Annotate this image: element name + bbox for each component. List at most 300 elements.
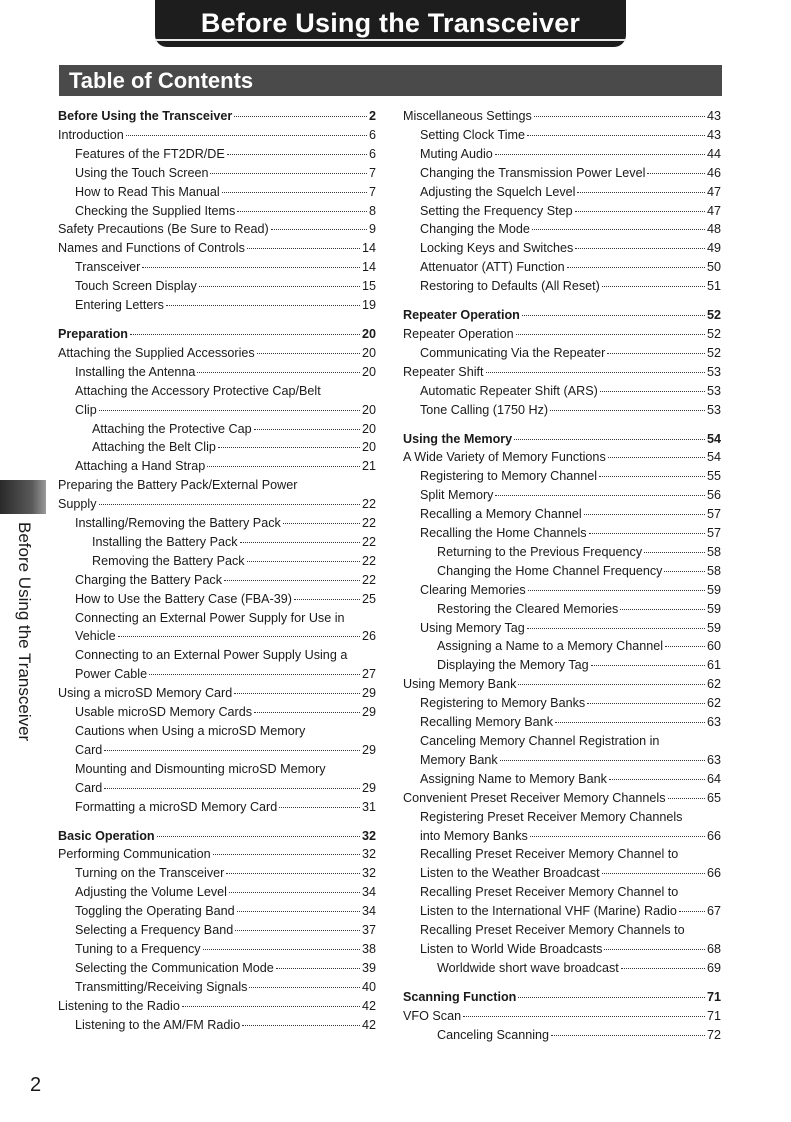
toc-entry-page: 34 [361,885,376,900]
toc-entry[interactable] [403,713,721,732]
toc-entry[interactable] [403,277,721,296]
dot-leader [247,248,360,249]
toc-entry[interactable] [58,533,376,552]
toc-entry[interactable] [58,457,376,476]
toc-entry-page: 61 [706,658,721,673]
dot-leader [227,154,367,155]
toc-entry-line1[interactable]: Preparing the Battery Pack/External Power [58,478,298,493]
toc-entry-page: 29 [361,686,376,701]
toc-entry-label: Canceling Scanning [437,1027,550,1042]
dot-leader [142,267,360,268]
dot-leader [530,836,705,837]
dot-leader [294,599,360,600]
toc-entry-page: 72 [706,1027,721,1042]
toc-entry-label: Installing the Battery Pack [92,534,238,549]
toc-entry-label: Names and Functions of Controls [58,241,245,256]
toc-entry-label: A Wide Variety of Memory Functions [403,450,606,465]
toc-entry[interactable] [403,675,721,694]
dot-leader [237,211,367,212]
toc-entry-line1[interactable]: Canceling Memory Channel Registration in [420,734,660,748]
dot-leader [575,248,705,249]
toc-entry-label: Preparation [58,326,128,341]
toc-entry-label: Clip [75,402,97,417]
toc-entry[interactable] [403,467,721,486]
dot-leader [203,949,360,950]
dot-leader [589,533,705,534]
toc-entry-label: Worldwide short wave broadcast [437,960,619,975]
toc-entry-label: Listen to World Wide Broadcasts [420,941,603,956]
dot-leader [668,798,705,799]
toc-entry-line1[interactable]: Recalling Preset Receiver Memory Channels to [420,923,685,938]
toc-entry[interactable] [58,798,376,817]
toc-entry-page: 19 [361,298,376,313]
dot-leader [249,987,360,988]
toc-entry-page: 48 [706,222,721,237]
dot-leader [665,646,705,647]
toc-entry[interactable] [403,239,721,258]
toc-entry[interactable] [58,590,376,609]
dot-leader [620,609,705,610]
toc-entry-page: 59 [706,601,721,616]
toc-entry-page: 42 [361,998,376,1013]
toc-entry-page: 68 [706,941,721,956]
toc-entry[interactable] [403,581,721,600]
toc-entry-page: 69 [706,960,721,975]
toc-section-entry[interactable] [58,827,376,846]
toc-entry-label: Convenient Preset Receiver Memory Channels [403,790,666,805]
toc-entry-page: 20 [361,345,376,360]
toc-entry-page: 55 [706,469,721,484]
toc-entry-label: Vehicle [75,629,116,644]
toc-entry[interactable] [403,637,721,656]
toc-entry-label: Introduction [58,127,124,142]
toc-entry-label: Recalling a Memory Channel [420,507,582,522]
dot-leader [550,410,705,411]
dot-leader [237,911,360,912]
dot-leader [229,892,360,893]
toc-entry[interactable] [403,164,721,183]
toc-entry-page: 29 [361,742,376,757]
toc-entry-page: 39 [361,960,376,975]
toc-entry-label: Setting Clock Time [420,127,525,142]
toc-entry-page: 66 [706,866,721,881]
toc-entry-page: 6 [368,146,376,161]
toc-entry-page: 22 [361,553,376,568]
dot-leader [235,930,360,931]
toc-entry[interactable] [58,401,376,420]
toc-entry[interactable] [58,684,376,703]
toc-entry-label: Memory Bank [420,752,498,767]
dot-leader [575,211,705,212]
dot-leader [577,192,705,193]
dot-leader [584,514,705,515]
toc-entry-label: Communicating Via the Repeater [420,345,606,360]
toc-entry-page: 57 [706,526,721,541]
toc-entry-page: 63 [706,715,721,730]
toc-entry[interactable] [58,940,376,959]
toc-entry-label: Tone Calling (1750 Hz) [420,402,549,417]
toc-entry-page: 31 [361,799,376,814]
toc-entry-label: Using the Memory [403,431,513,446]
toc-entry[interactable] [403,827,721,846]
toc-entry[interactable] [58,741,376,760]
toc-entry-label: Restoring the Cleared Memories [437,601,619,616]
toc-entry-label: Attaching a Hand Strap [75,459,206,474]
toc-entry-page: 20 [361,326,376,341]
toc-entry-page: 53 [706,364,721,379]
toc-entry[interactable] [58,845,376,864]
dot-leader [567,267,705,268]
toc-entry[interactable] [403,344,721,363]
toc-entry-page: 20 [361,421,376,436]
toc-entry-page: 43 [706,127,721,142]
toc-entry[interactable] [58,997,376,1016]
toc-entry[interactable] [403,107,721,126]
toc-entry-page: 9 [368,222,376,237]
toc-entry-page: 27 [361,667,376,682]
dot-leader [463,1016,705,1017]
toc-entry-page: 67 [706,904,721,919]
toc-entry[interactable] [403,145,721,164]
toc-entry-page: 7 [368,184,376,199]
toc-entry-label: Installing/Removing the Battery Pack [75,516,281,531]
toc-entry[interactable] [58,959,376,978]
toc-entry-page: 46 [706,165,721,180]
toc-section-entry[interactable] [58,325,376,344]
dot-leader [587,703,705,704]
dot-leader [518,997,705,998]
toc-entry-label: Repeater Operation [403,326,514,341]
toc-entry-page: 26 [361,629,376,644]
dot-leader [283,523,360,524]
chapter-side-tab [0,480,46,514]
toc-entry[interactable] [58,883,376,902]
toc-entry-label: Clearing Memories [420,582,526,597]
toc-entry-page: 52 [706,345,721,360]
toc-entry-page: 22 [361,516,376,531]
toc-entry-page: 20 [361,364,376,379]
toc-entry-page: 22 [361,497,376,512]
toc-entry-label: Attenuator (ATT) Function [420,260,565,275]
toc-entry-label: Assigning Name to Memory Bank [420,771,607,786]
toc-section-entry[interactable] [403,430,721,449]
toc-entry-page: 14 [361,260,376,275]
toc-entry[interactable] [58,902,376,921]
toc-entry[interactable] [403,448,721,467]
toc-entry-label: How to Use the Battery Case (FBA-39) [75,591,292,606]
toc-entry-line1[interactable]: Connecting an External Power Supply for Use in [75,610,345,625]
toc-entry-page: 21 [361,459,376,474]
toc-entry[interactable] [58,779,376,798]
toc-entry-label: Installing the Antenna [75,364,196,379]
toc-title: Table of Contents [69,67,254,93]
toc-entry-label: Formatting a microSD Memory Card [75,799,278,814]
toc-entry[interactable] [58,552,376,571]
toc-entry-label: Assigning a Name to a Memory Channel [437,639,664,654]
toc-entry-page: 53 [706,383,721,398]
toc-entry-label: Performing Communication [58,847,211,862]
toc-entry[interactable] [403,505,721,524]
toc-entry[interactable] [58,145,376,164]
dot-leader [254,712,360,713]
toc-entry-label: Safety Precautions (Be Sure to Read) [58,222,269,237]
toc-entry-label: Attaching the Protective Cap [92,421,252,436]
toc-entry-label: Muting Audio [420,146,493,161]
toc-entry-label: Automatic Repeater Shift (ARS) [420,383,598,398]
toc-entry-label: Returning to the Previous Frequency [437,544,643,559]
toc-entry[interactable] [58,978,376,997]
toc-entry-page: 63 [706,752,721,767]
toc-entry[interactable] [403,401,721,420]
toc-entry-page: 58 [706,544,721,559]
toc-entry-label: Adjusting the Squelch Level [420,184,576,199]
toc-entry-line1[interactable]: Cautions when Using a microSD Memory [75,724,306,738]
toc-entry[interactable] [58,1016,376,1035]
toc-entry-label: Selecting the Communication Mode [75,960,274,975]
toc-entry-label: Tuning to a Frequency [75,941,201,956]
toc-entry-label: Changing the Mode [420,222,530,237]
dot-leader [166,305,360,306]
toc-entry-page: 59 [706,620,721,635]
dot-leader [213,854,360,855]
toc-entry-line1[interactable]: Registering Preset Receiver Memory Channels [420,809,683,824]
dot-leader [254,429,360,430]
toc-entry[interactable] [58,296,376,315]
toc-entry[interactable] [58,126,376,145]
toc-entry-page: 64 [706,771,721,786]
dot-leader [99,504,360,505]
toc-entry-page: 32 [361,866,376,881]
toc-entry-label: Checking the Supplied Items [75,203,236,218]
toc-entry-label: VFO Scan [403,1008,462,1023]
toc-entry-page: 43 [706,109,721,123]
toc-section-entry[interactable] [403,306,721,325]
dot-leader [551,1035,705,1036]
toc-section-entry[interactable] [58,107,376,126]
toc-entry-label: Repeater Shift [403,364,484,379]
dot-leader [207,466,360,467]
toc-entry[interactable] [58,220,376,239]
toc-entry-label: How to Read This Manual [75,184,220,199]
toc-entry-page: 54 [706,431,721,446]
dot-leader [257,353,360,354]
toc-entry-line1[interactable]: Recalling Preset Receiver Memory Channel to [420,847,679,862]
toc-entry-page: 38 [361,941,376,956]
toc-entry-label: Turning on the Transceiver [75,866,225,881]
dot-leader [604,949,705,950]
chapter-banner [155,0,626,47]
toc-entry[interactable] [58,202,376,221]
toc-entry-label: Listening to the Radio [58,998,180,1013]
toc-entry[interactable] [403,751,721,770]
toc-entry-label: Listen to the Weather Broadcast [420,866,600,881]
toc-entry[interactable] [403,363,721,382]
dot-leader [199,286,360,287]
dot-leader [242,1025,360,1026]
toc-entry-page: 29 [361,780,376,795]
toc-entry-page: 15 [361,279,376,294]
toc-entry-label: Setting the Frequency Step [420,203,573,218]
toc-entry-page: 59 [706,582,721,597]
toc-entry[interactable] [403,940,721,959]
toc-entry[interactable] [403,694,721,713]
dot-leader [608,457,705,458]
toc-entry[interactable] [403,619,721,638]
dot-leader [495,495,705,496]
dot-leader [621,968,705,969]
dot-leader [218,447,360,448]
toc-entry[interactable] [403,382,721,401]
toc-entry-page: 32 [361,828,376,843]
dot-leader [104,788,360,789]
toc-entry[interactable] [58,420,376,439]
dot-leader [602,873,705,874]
toc-entry-label: Touch Screen Display [75,279,197,294]
toc-entry[interactable] [58,363,376,382]
toc-entry-page: 58 [706,563,721,578]
toc-entry[interactable] [58,514,376,533]
toc-entry-page: 22 [361,534,376,549]
toc-entry[interactable] [403,902,721,921]
toc-entry[interactable] [403,1007,721,1026]
toc-entry-label: Recalling the Home Channels [420,526,587,541]
toc-entry[interactable] [403,562,721,581]
toc-entry-line1[interactable]: Attaching the Accessory Protective Cap/Belt [75,383,321,398]
toc-entry[interactable] [403,789,721,808]
dot-leader [130,334,360,335]
toc-entry[interactable] [58,344,376,363]
toc-entry-label: Basic Operation [58,828,155,843]
toc-entry-page: 37 [361,923,376,938]
toc-entry-label: Power Cable [75,667,148,682]
toc-entry[interactable] [403,202,721,221]
toc-entry-label: Attaching the Belt Clip [92,440,216,455]
toc-entry-label: Before Using the Transceiver [58,109,233,123]
toc-entry-label: Registering to Memory Channel [420,469,598,484]
toc-entry-label: Miscellaneous Settings [403,109,532,123]
toc-entry[interactable] [403,543,721,562]
toc-entry-page: 40 [361,979,376,994]
dot-leader [514,439,705,440]
toc-entry[interactable] [58,277,376,296]
toc-entry-page: 54 [706,450,721,465]
dot-leader [240,542,360,543]
dot-leader [222,192,367,193]
toc-entry-label: Changing the Home Channel Frequency [437,563,663,578]
toc-entry-page: 22 [361,572,376,587]
dot-leader [247,561,360,562]
toc-entry-label: Transceiver [75,260,141,275]
toc-entry[interactable] [403,220,721,239]
toc-entry[interactable] [58,864,376,883]
toc-entry-page: 14 [361,241,376,256]
toc-entry[interactable] [58,703,376,722]
toc-entry-label: Toggling the Operating Band [75,904,235,919]
toc-entry[interactable] [403,600,721,619]
toc-entry[interactable] [58,921,376,940]
dot-leader [234,693,360,694]
toc-entry[interactable] [403,258,721,277]
dot-leader [226,873,360,874]
toc-entry-label: Locking Keys and Switches [420,241,574,256]
dot-leader [224,580,360,581]
dot-leader [99,410,360,411]
toc-entry-page: 52 [706,308,721,323]
dot-leader [644,552,705,553]
dot-leader [276,968,360,969]
toc-entry-page: 71 [706,1008,721,1023]
toc-entry[interactable] [403,1026,721,1045]
dot-leader [527,628,705,629]
toc-entry-label: Entering Letters [75,298,164,313]
toc-entry-label: Restoring to Defaults (All Reset) [420,279,600,294]
toc-entry-line1[interactable]: Mounting and Dismounting microSD Memory [75,761,326,776]
chapter-title: Before Using the Transceiver [200,8,581,38]
toc-entry-page: 49 [706,241,721,256]
toc-entry-label: Supply [58,497,97,512]
toc-entry-page: 34 [361,904,376,919]
toc-entry-label: into Memory Banks [420,828,528,843]
toc-entry[interactable] [403,524,721,543]
toc-entry-page: 71 [706,989,721,1004]
toc-entry-label: Displaying the Memory Tag [437,658,589,673]
dot-leader [118,636,360,637]
toc-entry-label: Charging the Battery Pack [75,572,223,587]
toc-entry[interactable] [58,571,376,590]
dot-leader [486,372,705,373]
toc-entry-label: Features of the FT2DR/DE [75,146,225,161]
toc-entry[interactable] [403,486,721,505]
toc-entry-page: 20 [361,440,376,455]
toc-entry[interactable] [58,627,376,646]
toc-entry[interactable] [403,959,721,978]
toc-entry[interactable] [58,239,376,258]
toc-entry[interactable] [58,665,376,684]
toc-entry[interactable] [58,495,376,514]
toc-entry[interactable] [58,164,376,183]
dot-leader [522,315,705,316]
toc-entry-label: Split Memory [420,488,494,503]
toc-entry[interactable] [403,325,721,344]
toc-entry[interactable] [403,183,721,202]
toc-entry-label: Recalling Memory Bank [420,715,553,730]
toc-entry-line1[interactable]: Connecting to an External Power Supply Using a [75,648,348,663]
toc-entry-line1[interactable]: Recalling Preset Receiver Memory Channel to [420,885,679,900]
dot-leader [518,684,705,685]
toc-entry[interactable] [58,183,376,202]
toc-entry-label: Adjusting the Volume Level [75,885,227,900]
toc-entry[interactable] [58,258,376,277]
toc-entry[interactable] [403,656,721,675]
toc-entry-page: 32 [361,847,376,862]
dot-leader [126,135,367,136]
toc-entry-page: 29 [361,705,376,720]
toc-entry-label: Scanning Function [403,989,517,1004]
toc-entry-page: 60 [706,639,721,654]
toc-entry-page: 52 [706,326,721,341]
dot-leader [210,173,367,174]
toc-entry[interactable] [58,438,376,457]
toc-entry-label: Usable microSD Memory Cards [75,705,253,720]
toc-section-entry[interactable] [403,988,721,1007]
dot-leader [527,135,705,136]
toc-entry[interactable] [403,864,721,883]
toc-entry-label: Registering to Memory Banks [420,696,586,711]
dot-leader [271,229,367,230]
toc-entry[interactable] [403,126,721,145]
toc-entry[interactable] [403,770,721,789]
toc-entry-label: Repeater Operation [403,308,520,323]
